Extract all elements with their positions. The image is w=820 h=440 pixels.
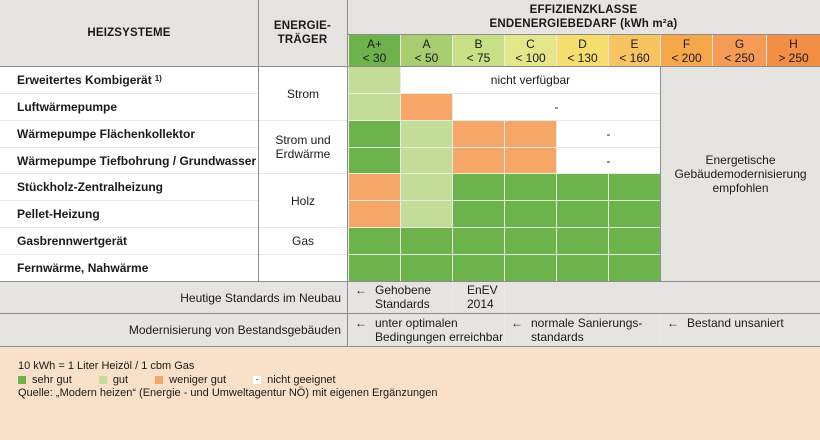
rating-cell — [609, 255, 660, 281]
class-header-e — [609, 35, 660, 66]
not-suitable-cell: - — [557, 121, 660, 147]
row-label-flaechenkollektor: Wärmepumpe Flächenkollektor — [0, 121, 258, 147]
carrier-empty — [259, 255, 347, 281]
class-name: C — [526, 36, 535, 51]
divider — [660, 67, 661, 281]
arrow-left-icon: ← — [667, 316, 679, 330]
rating-cell — [349, 67, 400, 93]
rating-cell — [401, 255, 452, 281]
rating-cell — [609, 228, 660, 254]
rating-cell — [401, 94, 452, 120]
rating-cell — [453, 228, 504, 254]
carrier-strom-erdwaerme — [259, 121, 347, 173]
not-available-cell: nicht verfügbar — [401, 67, 660, 93]
class-limit: < 100 — [515, 50, 546, 65]
rating-cell — [557, 255, 608, 281]
arrow-left-icon: ← — [355, 283, 367, 297]
divider — [0, 346, 820, 347]
class-limit: < 160 — [619, 50, 650, 65]
rating-cell — [557, 174, 608, 200]
class-header-h — [767, 35, 820, 66]
rating-cell — [349, 121, 400, 147]
not-suitable-cell: - — [557, 148, 660, 173]
carrier-holz: Holz — [259, 174, 347, 227]
class-name: D — [578, 36, 587, 51]
optimal-line2: Bedingungen erreichbar — [375, 330, 504, 344]
row-label-text: Erweitertes Kombigerät — [17, 73, 152, 87]
class-limit: < 250 — [724, 50, 755, 65]
class-header-f — [661, 35, 712, 66]
rating-cell — [349, 201, 400, 227]
row-label-gasbrennwert: Gasbrennwertgerät — [0, 228, 258, 254]
gehobene-line2: Standards — [375, 297, 430, 311]
rating-cell — [401, 228, 452, 254]
bestand-label: Modernisierung von Bestandsgebäuden — [0, 314, 347, 346]
optimal-text — [375, 316, 503, 344]
rating-cell — [505, 148, 556, 173]
class-header-aplus — [349, 35, 400, 66]
rating-cell — [505, 228, 556, 254]
header-effizienzklasse-line1: EFFIZIENZKLASSE — [529, 4, 638, 16]
class-limit: < 200 — [671, 50, 702, 65]
row-label-pellet: Pellet-Heizung — [0, 201, 258, 227]
rating-cell — [349, 228, 400, 254]
normal-renovation — [505, 314, 660, 346]
recommended-line2: Gebäudemodernisierung — [674, 167, 807, 181]
gehobene-line1: Gehobene — [375, 283, 432, 297]
header-effizienzklasse — [347, 0, 820, 34]
rating-cell — [401, 121, 452, 147]
modernization-recommended — [661, 67, 820, 281]
header-energietraeger-line1: ENERGIE- — [273, 20, 332, 32]
footnote-marker: 1) — [154, 74, 162, 83]
legend-swatch-gut — [99, 376, 107, 384]
row-label-kombigeraet — [0, 67, 258, 93]
divider — [0, 66, 820, 67]
row-label-stueckholz: Stückholz-Zentralheizung — [0, 174, 258, 200]
class-header-a — [401, 35, 452, 66]
neubau-rest — [505, 282, 820, 313]
rating-cell — [401, 174, 452, 200]
class-header-b — [453, 35, 504, 66]
arrow-left-icon: ← — [511, 316, 523, 330]
normal-line2: standards — [531, 330, 584, 344]
recommended-line3: empfohlen — [712, 181, 769, 195]
class-name: E — [630, 36, 639, 51]
class-name: A — [422, 36, 431, 51]
carrier-strom: Strom — [259, 67, 347, 120]
header-energietraeger — [258, 0, 347, 66]
class-limit: < 75 — [466, 50, 491, 65]
divider — [347, 34, 820, 35]
class-name: B — [474, 36, 483, 51]
normal-line1: normale Sanierungs- — [531, 316, 643, 330]
rating-cell — [349, 148, 400, 173]
legend-swatch-sehr-gut — [18, 376, 26, 384]
legend-label-nicht-geeignet: nicht geeignet — [267, 374, 336, 386]
legend-swatch-nicht-geeignet: - — [253, 376, 261, 384]
rating-cell — [557, 228, 608, 254]
arrow-left-icon: ← — [355, 316, 367, 330]
class-name: H — [789, 36, 798, 51]
header-energietraeger-line2: TRÄGER — [277, 34, 328, 46]
header-effizienzklasse-line2: ENDENERGIEBEDARF (kWh m²a) — [489, 18, 678, 30]
recommended-line1: Energetische — [705, 153, 776, 167]
rating-cell — [453, 255, 504, 281]
class-name: A+ — [366, 36, 382, 51]
header-heizsysteme: HEIZSYSTEME — [0, 0, 258, 66]
legend-label-weniger-gut: weniger gut — [169, 374, 227, 386]
rating-cell — [349, 255, 400, 281]
rating-cell — [453, 174, 504, 200]
row-label-tiefbohrung: Wärmepumpe Tiefbohrung / Grundwasser — [0, 148, 258, 173]
class-limit: < 130 — [567, 50, 598, 65]
carrier-line2: Erdwärme — [275, 147, 331, 161]
legend-label-gut: gut — [112, 374, 129, 386]
class-header-c — [505, 35, 556, 66]
class-limit: < 50 — [414, 50, 439, 65]
rating-cell — [505, 201, 556, 227]
class-header-d — [557, 35, 608, 66]
rating-cell — [557, 201, 608, 227]
enev-2014 — [453, 282, 504, 313]
enev-line2: 2014 — [467, 297, 494, 311]
divider — [0, 313, 820, 314]
rating-cell — [505, 255, 556, 281]
neubau-label: Heutige Standards im Neubau — [0, 282, 347, 313]
rating-cell — [453, 201, 504, 227]
normal-text — [531, 316, 642, 344]
gehobene-text — [375, 283, 431, 311]
unrenovated-text: Bestand unsaniert — [687, 316, 784, 330]
row-label-luftwaermepumpe: Luftwärmepumpe — [0, 94, 258, 120]
rating-cell — [505, 174, 556, 200]
class-name: F — [682, 36, 691, 51]
rating-cell — [401, 148, 452, 173]
carrier-gas: Gas — [259, 228, 347, 254]
source-note: Quelle: „Modern heizen“ (Energie - und Umweltagentur NÖ) mit eigenen Ergänzungen — [18, 387, 438, 399]
not-suitable-cell: - — [453, 94, 660, 120]
divider — [0, 281, 820, 282]
legend-swatch-weniger-gut — [155, 376, 163, 384]
rating-cell — [349, 94, 400, 120]
class-name: G — [734, 36, 745, 51]
row-label-fernwaerme: Fernwärme, Nahwärme — [0, 255, 258, 281]
enev-line1: EnEV — [467, 283, 498, 297]
legend-items — [18, 374, 437, 387]
legend-label-sehr-gut: sehr gut — [32, 374, 72, 386]
rating-cell — [349, 174, 400, 200]
legend — [18, 360, 437, 400]
class-header-g — [713, 35, 766, 66]
class-limit: > 250 — [778, 50, 809, 65]
optimal-conditions — [349, 314, 504, 346]
divider — [258, 0, 259, 281]
unrenovated — [661, 314, 820, 346]
rating-cell — [453, 121, 504, 147]
rating-cell — [453, 148, 504, 173]
divider — [347, 0, 348, 346]
gehobene-standards — [349, 282, 452, 313]
rating-cell — [505, 121, 556, 147]
rating-cell — [401, 201, 452, 227]
class-limit: < 30 — [362, 50, 387, 65]
optimal-line1: unter optimalen — [375, 316, 458, 330]
carrier-line1: Strom und — [275, 133, 331, 147]
rating-cell — [609, 174, 660, 200]
conversion-note: 10 kWh = 1 Liter Heizöl / 1 cbm Gas — [18, 360, 195, 372]
rating-cell — [609, 201, 660, 227]
